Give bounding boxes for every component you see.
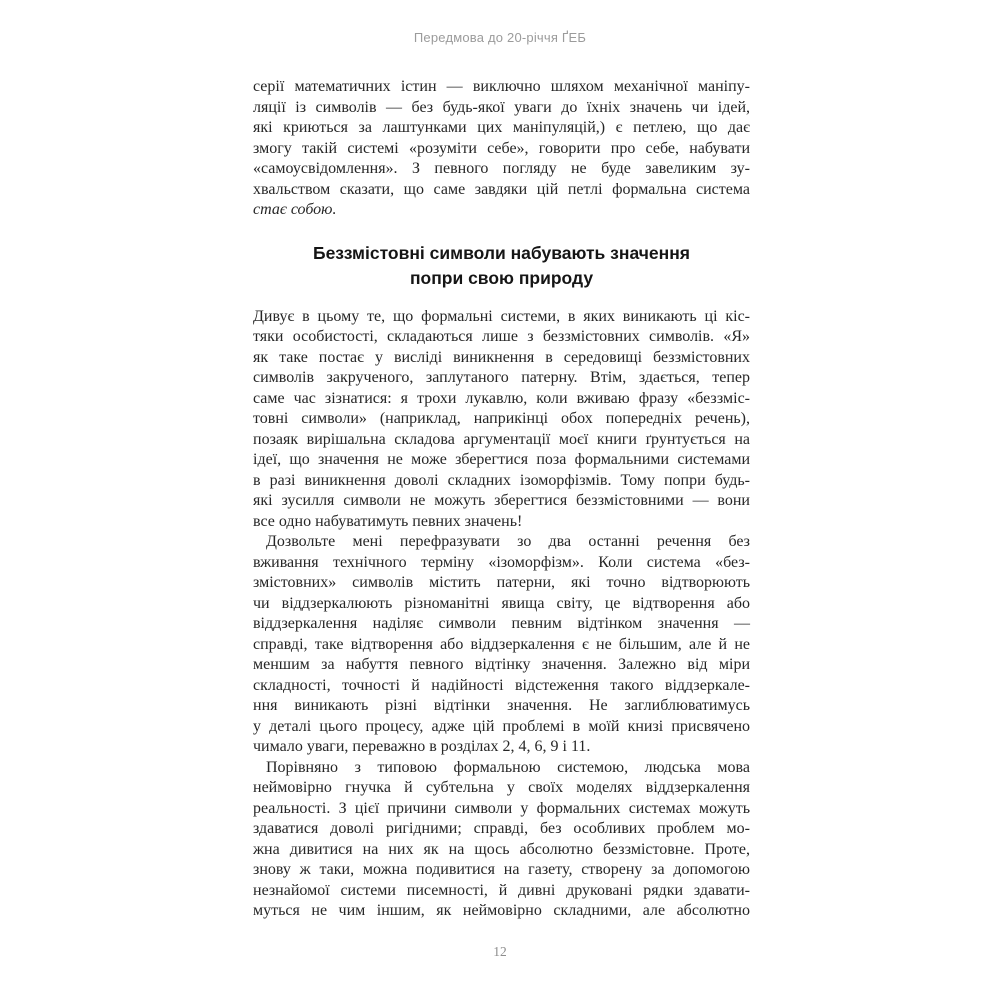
text-line: Дозвольте мені перефразувати зо два останні речення без [266,533,750,550]
text-line: які зусилля символи не можуть зберегтися беззмістовними — вони [253,492,750,509]
text-line: реальності. З цієї причини символи у формальних системах можуть [253,799,750,817]
text-line: здаватися доволі ригідними; справді, без особливих проблем мо- [253,820,750,837]
text-line: символів закрученого, заплутаного патерну. Втім, здається, тепер [253,369,750,386]
paragraph [253,532,750,758]
text-column [253,77,750,922]
text-line: ння виникають різні відтінки значення. Не заглиблюватимусь [253,697,750,714]
section-heading-line: попри свою природу [409,267,594,288]
text-line: неймовірно гнучка й субтельна у своїх моделях віддзеркалення [253,779,750,796]
text-line: в разі виникнення доволі складних ізоморфізмів. Тому попри будь- [253,471,750,489]
text-line: змогу такій системі «розуміти себе», говорити про себе, набувати [253,139,750,157]
text-line: «самоусвідомлення». З певного погляду не буде завеликим зу- [253,160,750,177]
text-line: у деталі цього процесу, адже цій проблемі в моїй книзі присвячено [253,717,750,735]
text-line: вживання технічного терміну «ізоморфізм». Коли система «без- [253,553,750,571]
paragraph [253,307,750,533]
text-line: товні символи» (наприклад, наприкінці обох попередніх речень), [253,410,750,427]
text-line-italic: стає собою. [253,201,337,218]
text-line: незнайомої системи писемності, й дивні друковані рядки здавати- [253,881,750,899]
text-line: тяки особистості, складаються лише з беззмістовних символів. «Я» [253,328,750,345]
section-heading-line: Беззмістовні символи набувають значення [312,242,690,263]
text-line: як таке постає у висліді виникнення в середовищі беззмістовних [253,348,750,366]
text-line: муться не чим іншим, як неймовірно складними, але абсолютно [253,902,750,919]
text-line: чи віддзеркалюють різноманітні явища світу, це відтворення або [253,594,750,612]
text-line: віддзеркалення наділяє символи певним відтінком значення — [253,615,750,632]
text-line: хвальством сказати, що саме завдяки цій петлі формальна система [253,180,750,198]
section-heading [253,241,750,291]
paragraph-continuation [253,77,750,221]
text-line: жна дивитися на них як на щось абсолютно беззмістовне. Проте, [253,840,750,858]
text-line: позаяк вирішальна складова аргументації моєї книги ґрунтується на [253,430,750,448]
page-number: 12 [493,944,507,959]
text-line: знову ж таки, можна подивитися на газету, створену за допомогою [253,861,750,878]
text-line: серії математичних істин — виключно шляхом механічної маніпу- [253,78,750,95]
text-line: Дивує в цьому те, що формальні системи, в яких виникають ці кіс- [253,307,750,325]
text-line: справді, таке відтворення або віддзеркалення є не більшим, але й не [253,635,750,653]
text-line: ляції із символів — без будь-якої уваги до їхніх значень чи ідей, [253,98,750,116]
text-line: все одно набуватимуть певних значень! [253,512,523,530]
text-line: меншим за набуття певного відтінку значення. Залежно від міри [253,656,750,673]
text-line: змістовних» символів містить патерни, які точно відтворюють [253,574,750,591]
text-line: складності, точності й надійності відстеження такого віддзеркале- [253,676,750,694]
running-header: Передмова до 20-річчя ҐЕБ [413,30,587,45]
text-line: ідеї, що значення не може зберегтися поза формальними системами [253,451,750,468]
paragraph [253,758,750,922]
text-line: Порівняно з типовою формальною системою, людська мова [266,758,750,776]
text-line: саме час зізнатися: я трохи лукавлю, коли вживаю фразу «беззміс- [253,389,750,407]
text-line: які криються за лаштунками цих маніпуляцій,) є петлею, що дає [253,119,750,136]
text-line: чимало уваги, переважно в розділах 2, 4, 6, 9 і 11. [253,738,591,755]
